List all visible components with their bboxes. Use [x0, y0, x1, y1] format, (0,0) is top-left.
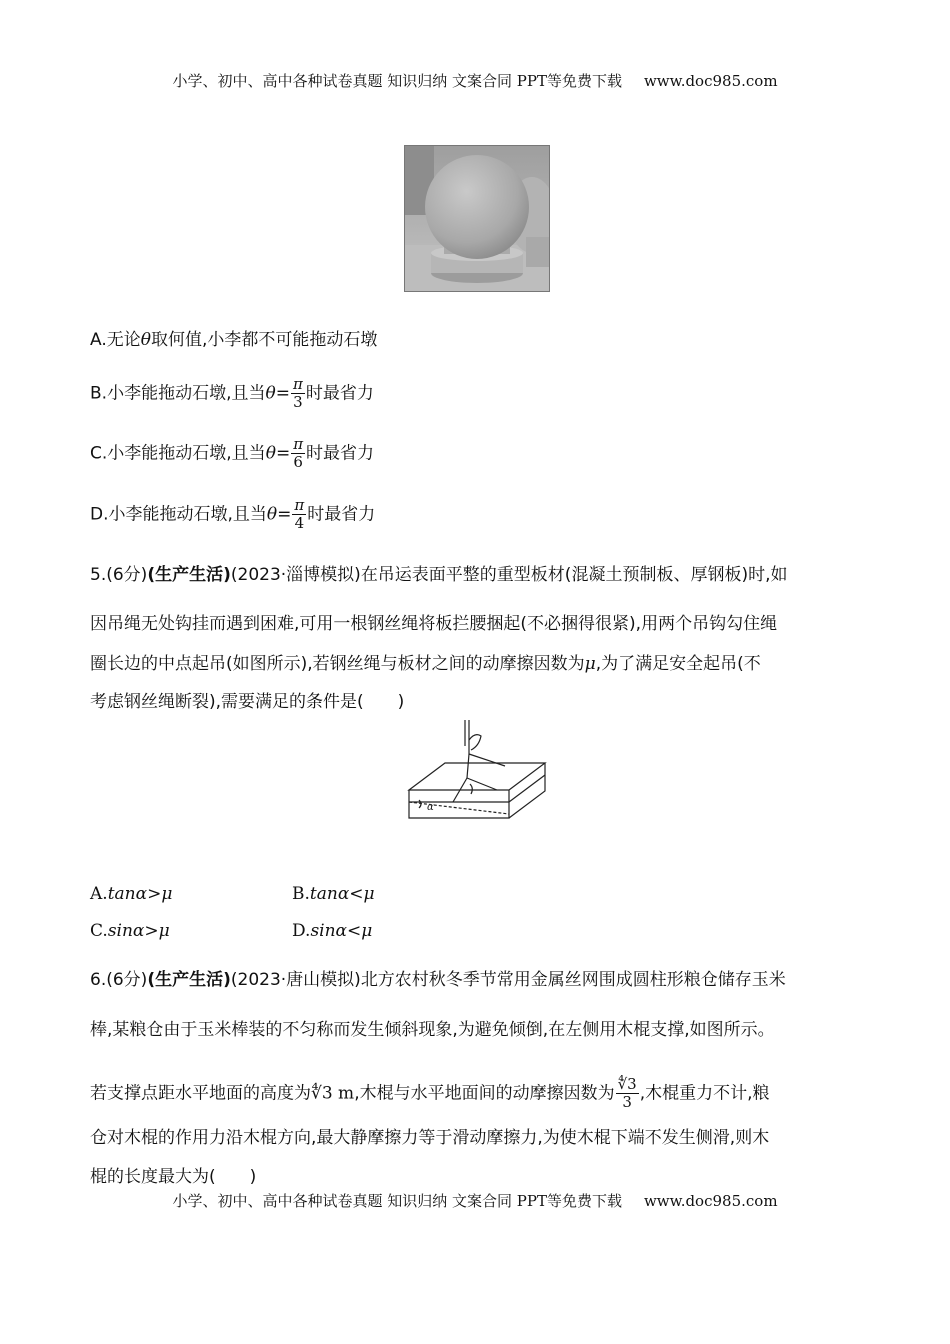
header-text: 小学、初中、高中各种试卷真题 知识归纳 文案合同 PPT等免费下载: [172, 72, 622, 90]
q4-option-b: B.小李能拖动石墩,且当θ= $\frac{\pi}{3}$ 时最省力: [90, 375, 374, 411]
slab-lifting-diagram: [405, 718, 550, 846]
q4-option-c: C.小李能拖动石墩,且当θ= $\frac{\pi}{6}$ 时最省力: [90, 435, 375, 471]
fraction: $\frac{\pi}{3}$: [292, 375, 303, 411]
stone-ball-photo: [404, 145, 550, 292]
question-number: 5.: [90, 565, 107, 585]
q6-line-1: 6.(6分)(生产生活)(2023·唐山模拟)北方农村秋冬季节常用金属丝网围成圆柱形粮仓储存玉米: [90, 970, 786, 990]
page-header: [0, 70, 950, 91]
q4-option-d: D.小李能拖动石墩,且当θ= $\frac{\pi}{4}$ 时最省力: [90, 496, 376, 532]
q5-line-3: 圈长边的中点起吊(如图所示),若钢丝绳与板材之间的动摩擦因数为μ,为了满足安全起吊(不: [90, 654, 761, 674]
q4-option-a: A.无论θ取何值,小李都不可能拖动石墩: [90, 330, 378, 350]
question-tag: (生产生活): [147, 565, 231, 585]
q6-line-4: 仓对木棍的作用力沿木棍方向,最大静摩擦力等于滑动摩擦力,为使木棍下端不发生侧滑,则木: [90, 1128, 770, 1148]
page-footer: [0, 1190, 950, 1211]
question-tag: (生产生活): [147, 970, 231, 990]
fraction: $\frac{∜3}{3}$: [617, 1075, 637, 1111]
q5-option-b: B.tanα<μ: [292, 884, 375, 904]
q6-line-5: 棍的长度最大为( ): [90, 1167, 257, 1187]
q5-line-4: 考虑钢丝绳断裂),需要满足的条件是( ): [90, 692, 405, 712]
question-number: 6.: [90, 970, 107, 990]
q5-option-a: A.tanα>μ: [90, 884, 173, 904]
q5-option-d: D.sinα<μ: [292, 921, 373, 941]
footer-url: www.doc985.com: [643, 1192, 778, 1210]
fraction: $\frac{\pi}{6}$: [293, 435, 304, 471]
q5-line-2: 因吊绳无处钩挂而遇到困难,可用一根钢丝绳将板拦腰捆起(不必捆得很紧),用两个吊钩勾住绳: [90, 614, 778, 634]
alpha-label: α: [427, 802, 434, 813]
q5-option-c: C.sinα>μ: [90, 921, 170, 941]
q6-line-2: 棒,某粮仓由于玉米棒装的不匀称而发生倾斜现象,为避免倾倒,在左侧用木棍支撑,如图所示。: [90, 1020, 775, 1040]
footer-text: 小学、初中、高中各种试卷真题 知识归纳 文案合同 PPT等免费下载: [172, 1192, 622, 1210]
q5-line-1: 5.(6分)(生产生活)(2023·淄博模拟)在吊运表面平整的重型板材(混凝土预制板、厚钢板)时,如: [90, 565, 788, 585]
q6-line-3: 若支撑点距水平地面的高度为∜3 m,木棍与水平地面间的动摩擦因数为 $\frac{∜3}{3}$ ,木棍重力不计,粮: [90, 1075, 770, 1111]
header-url: www.doc985.com: [643, 72, 778, 90]
fraction: $\frac{\pi}{4}$: [294, 496, 305, 532]
